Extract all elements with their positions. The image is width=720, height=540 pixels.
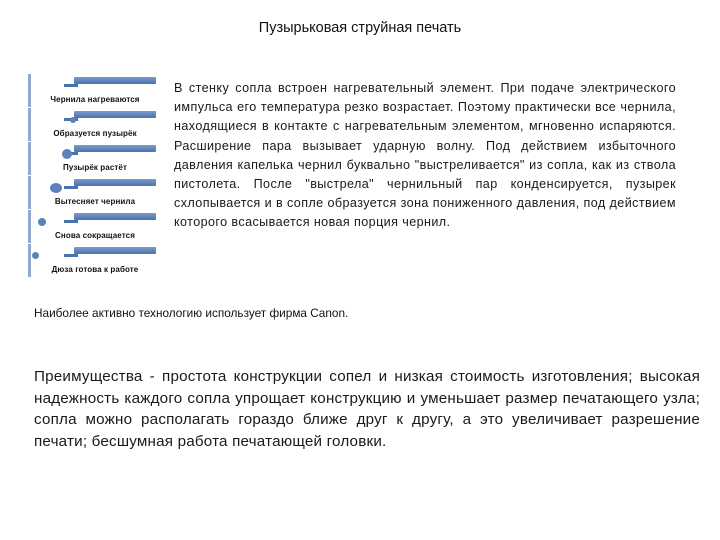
stage-caption: Чернила нагреваются <box>50 95 140 104</box>
stage-caption: Вытесняет чернила <box>54 197 136 206</box>
nozzle-channel <box>64 254 78 257</box>
stage-contracts <box>28 210 156 243</box>
ink-bubble <box>62 149 72 159</box>
canon-note: Наиболее активно технологию использует фирма Canon. <box>34 306 349 320</box>
ink-droplet <box>38 218 46 226</box>
figure-edge <box>28 210 31 243</box>
figure-edge <box>28 176 31 209</box>
nozzle-plate-top <box>74 77 156 84</box>
nozzle-plate-top <box>74 145 156 152</box>
nozzle-channel <box>64 220 78 223</box>
stage-heating <box>28 74 156 107</box>
ink-bubble <box>70 117 76 123</box>
nozzle-plate-top <box>74 111 156 118</box>
stage-nozzle-ready <box>28 244 156 277</box>
nozzle-plate-top <box>74 179 156 186</box>
stage-caption: Образуется пузырёк <box>53 129 137 138</box>
bubble-jet-stages-figure <box>28 74 156 276</box>
figure-edge <box>28 74 31 107</box>
figure-edge <box>28 108 31 141</box>
advantages-paragraph: Преимущества - простота конструкции сопел и низкая стоимость изготовления; высокая надежность каждого сопла упрощает конструкцию и уменьшает размер печатающего узла; сопла можно располагать гораздо ближе друг к другу, а это увеличивает разрешение печати; бесшумная работа печатающей головки. <box>34 368 700 450</box>
description-paragraph: В стенку сопла встроен нагревательный элемент. При подаче электрического импульса его температура резко возрастает. Поэтому практически все чернила, находящиеся в контакте с нагревательным элементом, мгновенно испаряются. Расширение пара вызывает ударную волну. Под действием избыточного давления капелька чернил буквально "выстреливается" из сопла, как из ствола пистолета. После "выстрела" чернильный пар конденсируется, пузырек схлопывается и в сопле образуется зона пониженного давления, под действием которого всасывается новая порция чернил. <box>174 81 676 230</box>
stage-ink-ejected <box>28 176 156 209</box>
page-title: Пузырьковая струйная печать <box>258 20 462 36</box>
ink-droplet <box>32 252 39 259</box>
figure-edge <box>28 244 31 277</box>
stage-bubble-forms <box>28 108 156 141</box>
nozzle-plate-top <box>74 213 156 220</box>
stage-caption: Пузырёк растёт <box>63 163 127 172</box>
figure-edge <box>28 142 31 175</box>
nozzle-channel <box>64 84 78 87</box>
stage-caption: Дюза готова к работе <box>51 265 139 274</box>
stage-caption: Снова сокращается <box>55 231 135 240</box>
ink-droplet <box>50 183 62 193</box>
nozzle-channel <box>64 186 78 189</box>
stage-bubble-grows <box>28 142 156 175</box>
nozzle-plate-top <box>74 247 156 254</box>
